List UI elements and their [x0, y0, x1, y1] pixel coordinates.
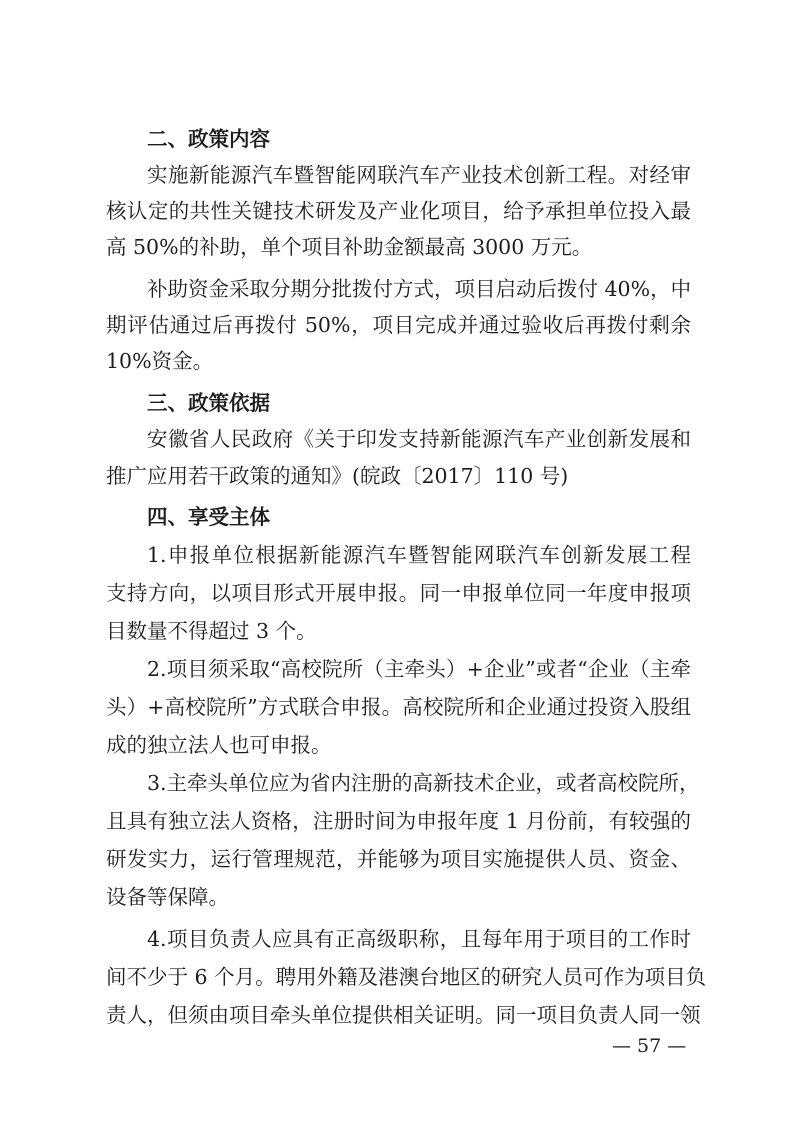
paragraph-line: 且具有独立法人资格，注册时间为申报年度 1 月份前，有较强的 — [106, 809, 691, 833]
paragraph-line: 期评估通过后再拨付 50%，项目完成并通过验收后再拨付剩余 — [106, 313, 691, 337]
paragraph-line: 3.主牵头单位应为省内注册的高新技术企业，或者高校院所， — [147, 771, 700, 795]
paragraph-line: 成的独立法人也可申报。 — [106, 733, 332, 757]
section-title-policy-basis: 三、政策依据 — [147, 391, 270, 415]
paragraph-line: 高 50%的补助，单个项目补助金额最高 3000 万元。 — [106, 235, 593, 259]
paragraph-line: 10%资金。 — [106, 349, 214, 373]
section-title-policy-content: 二、政策内容 — [147, 127, 270, 151]
paragraph-line: 间不少于 6 个月。聘用外籍及港澳台地区的研究人员可作为项目负 — [106, 965, 707, 989]
paragraph-line: 设备等保障。 — [106, 885, 229, 909]
paragraph-line: 核认定的共性关键技术研发及产业化项目，给予承担单位投入最 — [106, 199, 691, 223]
paragraph-line: 目数量不得超过 3 个。 — [106, 619, 317, 643]
paragraph-line: 责人，但须由项目牵头单位提供相关证明。同一项目负责人同一领 — [106, 1003, 701, 1027]
paragraph-line: 研发实力，运行管理规范，并能够为项目实施提供人员、资金、 — [106, 847, 691, 871]
paragraph-line: 补助资金采取分期分批拨付方式，项目启动后拨付 40%，中 — [147, 277, 692, 301]
paragraph-line: 头）+高校院所”方式联合申报。高校院所和企业通过投资入股组 — [106, 695, 691, 719]
paragraph-line: 2.项目须采取“高校院所（主牵头）+企业”或者“企业（主牵 — [147, 657, 691, 681]
paragraph-line: 1.申报单位根据新能源汽车暨智能网联汽车创新发展工程 — [147, 543, 691, 567]
page-number: — 57 — — [612, 1035, 687, 1057]
section-title-beneficiaries: 四、享受主体 — [147, 505, 270, 529]
paragraph-line: 4.项目负责人应具有正高级职称，且每年用于项目的工作时 — [147, 927, 691, 951]
paragraph-line: 安徽省人民政府《关于印发支持新能源汽车产业创新发展和 — [147, 427, 691, 451]
paragraph-line: 实施新能源汽车暨智能网联汽车产业技术创新工程。对经审 — [147, 163, 691, 187]
paragraph-line: 支持方向，以项目形式开展申报。同一申报单位同一年度申报项 — [106, 581, 691, 605]
paragraph-line: 推广应用若干政策的通知》(皖政〔2017〕110 号) — [106, 464, 569, 488]
